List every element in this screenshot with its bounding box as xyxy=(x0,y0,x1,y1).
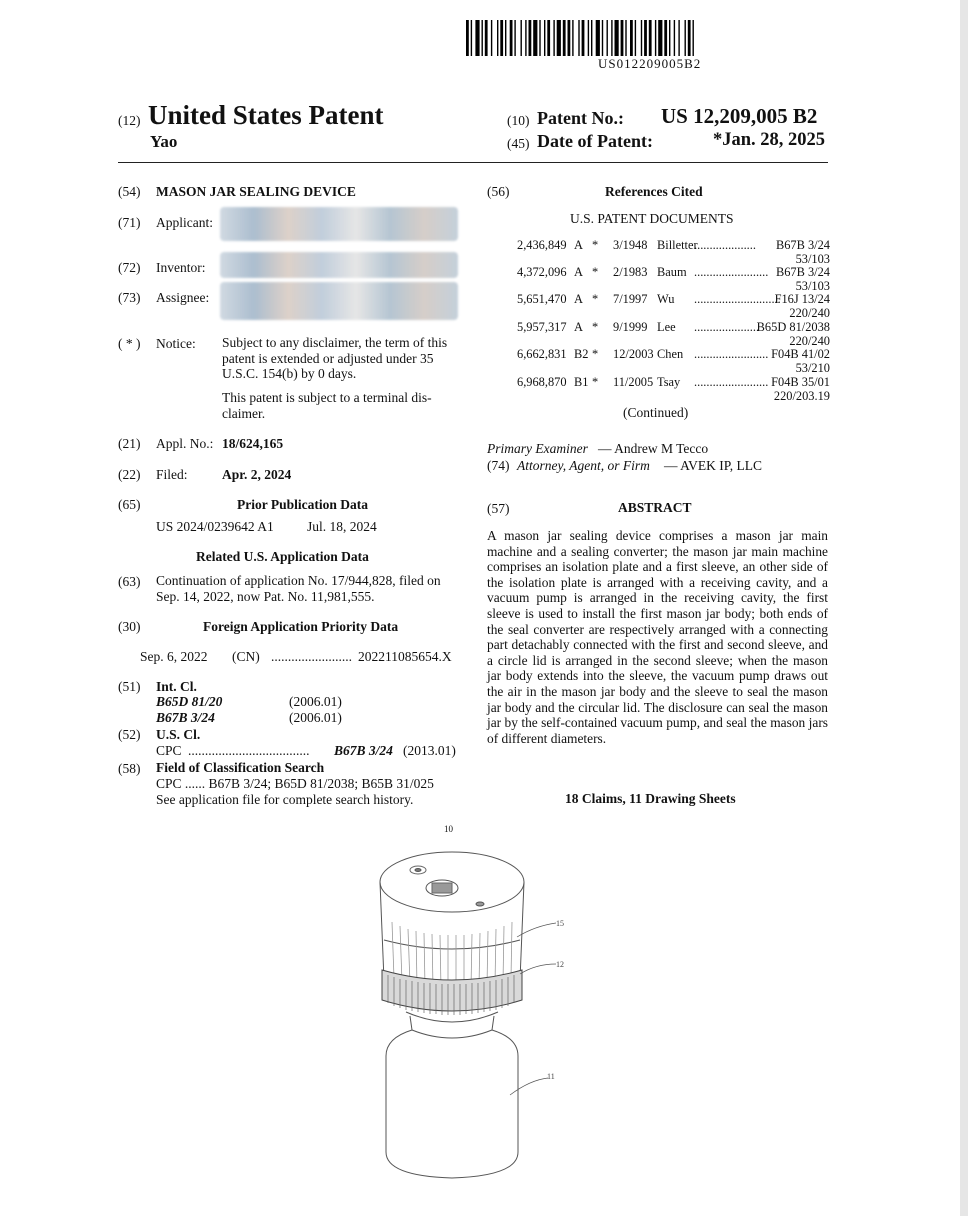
related-heading: Related U.S. Application Data xyxy=(196,549,369,564)
int-cl-code: B65D 81/20 xyxy=(156,694,223,709)
barcode-bar xyxy=(630,20,633,56)
appl-no-label: Appl. No.: xyxy=(156,436,214,451)
ref-subclass: 220/240 xyxy=(789,306,830,320)
references-heading: References Cited xyxy=(605,184,703,199)
ref-name: Lee xyxy=(657,320,676,334)
patent-date: *Jan. 28, 2025 xyxy=(713,130,826,150)
ref-number: 6,968,870 xyxy=(517,375,567,389)
ref-subclass: 53/103 xyxy=(795,279,830,293)
redacted-assignee xyxy=(220,282,458,320)
page-edge xyxy=(960,0,968,1216)
notice-line: Subject to any disclaimer, the term of this xyxy=(222,335,448,350)
barcode-bar xyxy=(596,20,600,56)
ref-star: * xyxy=(592,265,599,279)
invention-title: MASON JAR SEALING DEVICE xyxy=(156,184,356,199)
ref-dots: ........................ xyxy=(694,265,769,279)
code-21: (21) xyxy=(118,436,141,451)
examiner-name: — Andrew M Tecco xyxy=(598,441,709,456)
code-54: (54) xyxy=(118,184,141,199)
notice-line: U.S.C. 154(b) by 0 days. xyxy=(222,366,357,382)
claims-summary: 18 Claims, 11 Drawing Sheets xyxy=(565,791,736,806)
continued-note: (Continued) xyxy=(623,405,689,420)
ref-dots: ............................ xyxy=(694,292,781,306)
int-cl-year: (2006.01) xyxy=(289,710,342,725)
barcode-bar xyxy=(607,20,608,56)
barcode-bar xyxy=(572,20,573,56)
patent-no-label: Patent No.: xyxy=(537,108,624,128)
ref-number: 2,436,849 xyxy=(517,238,567,252)
barcode-bar xyxy=(611,20,612,56)
ref-number: 4,372,096 xyxy=(517,265,567,279)
field-search-heading: Field of Classification Search xyxy=(156,760,325,775)
barcode-bar xyxy=(655,20,656,56)
ref-name: Wu xyxy=(657,292,675,306)
code-72: (72) xyxy=(118,260,141,275)
barcode-bar xyxy=(669,20,670,56)
ref-number: 5,651,470 xyxy=(517,292,567,306)
ref-kind: A xyxy=(574,320,583,334)
barcode-bar xyxy=(641,20,642,56)
mason-jar-drawing xyxy=(370,840,570,1190)
ref-class: B67B 3/24 xyxy=(775,238,830,252)
barcode-bar xyxy=(475,20,479,56)
barcode-bar xyxy=(591,20,592,56)
barcode-bar xyxy=(644,20,647,56)
field-search-cpc: CPC ...... B67B 3/24; B65D 81/2038; B65B 31/025 xyxy=(156,776,434,791)
barcode-bar xyxy=(674,20,675,56)
ref-dots: .................... xyxy=(694,238,756,252)
ref-number: 6,662,831 xyxy=(517,347,567,361)
barcode-bar xyxy=(678,20,679,56)
code-51: (51) xyxy=(118,679,141,694)
code-30: (30) xyxy=(118,619,141,634)
barcode-bar xyxy=(547,20,550,56)
barcode-bar xyxy=(482,20,483,56)
patent-number: US 12,209,005 B2 xyxy=(661,104,818,128)
code-63: (63) xyxy=(118,574,141,589)
code-45: (45) xyxy=(507,136,530,151)
abstract-heading: ABSTRACT xyxy=(618,500,692,515)
date-label: Date of Patent: xyxy=(537,131,653,151)
code-12: (12) xyxy=(118,113,141,128)
barcode-bar xyxy=(563,20,566,56)
ref-date: 3/1948 xyxy=(613,238,648,252)
ref-star: * xyxy=(592,238,599,252)
ref-number: 5,957,317 xyxy=(517,320,567,334)
ref-class: F04B 41/02 xyxy=(771,347,830,361)
ref-label: 10 xyxy=(444,824,453,834)
barcode-bar xyxy=(688,20,691,56)
barcode-bar xyxy=(505,20,506,56)
notice-line: patent is extended or adjusted under 35 xyxy=(222,350,434,366)
notice-label: Notice: xyxy=(156,336,196,351)
barcode-bar xyxy=(588,20,589,56)
ref-class: F04B 35/01 xyxy=(771,375,830,389)
ref-label: 12 xyxy=(556,960,564,969)
ref-name: Baum xyxy=(657,265,687,279)
barcode-bar xyxy=(521,20,522,56)
code-22: (22) xyxy=(118,467,141,482)
ref-kind: B1 xyxy=(574,375,589,389)
cpc-label: CPC xyxy=(156,743,182,758)
barcode-bar xyxy=(497,20,498,56)
int-cl-code: B67B 3/24 xyxy=(156,710,215,725)
ref-star: * xyxy=(592,292,599,306)
ref-dots: ..................... xyxy=(694,320,760,334)
foreign-heading: Foreign Application Priority Data xyxy=(203,619,399,634)
barcode-bar xyxy=(557,20,561,56)
barcode-bar xyxy=(658,20,662,56)
redacted-inventor xyxy=(220,252,458,278)
barcode-bar xyxy=(568,20,571,56)
continuation-line: Sep. 14, 2022, now Pat. No. 11,981,555. xyxy=(156,588,375,604)
ref-label: 11 xyxy=(547,1072,555,1081)
barcode-bar xyxy=(582,20,585,56)
attorney-label: Attorney, Agent, or Firm xyxy=(517,458,650,473)
barcode-bar xyxy=(471,20,472,56)
ref-dots: ........................ xyxy=(694,375,769,389)
code-65: (65) xyxy=(118,497,141,512)
applicant-label: Applicant: xyxy=(156,215,213,230)
ref-subclass: 220/240 xyxy=(789,334,830,348)
ref-star: * xyxy=(592,375,599,389)
ref-class: B65D 81/2038 xyxy=(756,320,830,334)
ref-star: * xyxy=(592,320,599,334)
cpc-code: B67B 3/24 xyxy=(334,743,393,758)
ref-kind: A xyxy=(574,238,583,252)
barcode-bar xyxy=(693,20,694,56)
continuation-text xyxy=(156,573,466,604)
ref-label: 15 xyxy=(556,919,564,928)
foreign-date: Sep. 6, 2022 xyxy=(140,649,208,664)
attorney-name: — AVEK IP, LLC xyxy=(664,458,763,473)
inventor-short: Yao xyxy=(150,132,178,151)
barcode xyxy=(466,20,828,56)
code-58: (58) xyxy=(118,761,141,776)
barcode-bar xyxy=(466,20,469,56)
barcode-bar xyxy=(485,20,488,56)
barcode-bar xyxy=(525,20,526,56)
ref-name: Tsay xyxy=(657,375,681,389)
redacted-applicant xyxy=(220,207,458,241)
barcode-bar xyxy=(602,20,603,56)
appl-no: 18/624,165 xyxy=(222,436,284,451)
barcode-bar xyxy=(615,20,619,56)
cpc-year: (2013.01) xyxy=(403,743,456,758)
assignee-label: Assignee: xyxy=(156,290,210,305)
code-57: (57) xyxy=(487,501,510,516)
barcode-bar xyxy=(621,20,624,56)
barcode-bar xyxy=(664,20,667,56)
barcode-number: US012209005B2 xyxy=(598,56,702,71)
terminal-line: This patent is subject to a terminal dis- xyxy=(222,390,432,405)
ref-date: 2/1983 xyxy=(613,265,648,279)
ref-class: B67B 3/24 xyxy=(775,265,830,279)
barcode-bar xyxy=(510,20,513,56)
barcode-bar xyxy=(533,20,537,56)
barcode-bar xyxy=(514,20,515,56)
ref-date: 12/2003 xyxy=(613,347,654,361)
barcode-bar xyxy=(544,20,545,56)
ref-subclass: 220/203.19 xyxy=(773,389,830,403)
barcode-bar xyxy=(500,20,503,56)
barcode-bar xyxy=(539,20,540,56)
code-56: (56) xyxy=(487,184,510,199)
ref-kind: B2 xyxy=(574,347,589,361)
terminal-line: claimer. xyxy=(222,405,266,421)
continuation-line: Continuation of application No. 17/944,828, filed on xyxy=(156,573,441,588)
filed-label: Filed: xyxy=(156,467,188,482)
barcode-bar xyxy=(491,20,492,56)
barcode-bar xyxy=(578,20,579,56)
barcode-bar xyxy=(529,20,532,56)
code-52: (52) xyxy=(118,727,141,742)
terminal-disclaimer xyxy=(222,390,462,421)
ref-subclass: 53/103 xyxy=(795,252,830,266)
field-search-note: See application file for complete search history. xyxy=(156,792,414,807)
abstract-text: A mason jar sealing device comprises a mason jar main machine and a sealing converter; the mason jar main machine comprises an isolation plate and a first sleeve, an other side of the isolation plate is arranged with a receiving cavity, and a vacuum pump is arranged in the receiving cavity, the first sleeve is used to install the first mason jar body; both ends of the seal converter are respectively arranged with a connecting part detachably connected with the first and second sleeve, and a circle lid is arranged in the second sleeve; when the mason jar body extends into the sleeve, the vacuum pump draws out the air in the mason jar body and the sleeve to seal the mason jar body and the circular lid. The disclosure can seal the mason jar by the self-contained vacuum pump, and seal the mason jars of different diameters. xyxy=(487,528,828,746)
prior-pub-date: Jul. 18, 2024 xyxy=(307,519,377,534)
int-cl-heading: Int. Cl. xyxy=(156,679,197,694)
ref-dots: ........................ xyxy=(694,347,769,361)
ref-kind: A xyxy=(574,292,583,306)
ref-kind: A xyxy=(574,265,583,279)
notice-text xyxy=(222,335,462,382)
barcode-bar xyxy=(649,20,652,56)
code-10: (10) xyxy=(507,113,530,128)
examiner-label: Primary Examiner xyxy=(487,441,588,456)
ref-subclass: 53/210 xyxy=(795,361,830,375)
cpc-dots: .................................... xyxy=(188,743,310,758)
foreign-country: (CN) xyxy=(232,649,260,664)
code-71: (71) xyxy=(118,215,141,230)
ref-star: * xyxy=(592,347,599,361)
us-docs-heading: U.S. PATENT DOCUMENTS xyxy=(570,211,734,226)
prior-pub-heading: Prior Publication Data xyxy=(237,497,368,512)
barcode-bar xyxy=(625,20,626,56)
code-73: (73) xyxy=(118,290,141,305)
header-rule xyxy=(118,162,828,163)
ref-class: F16J 13/24 xyxy=(774,292,830,306)
foreign-app-no: 202211085654.X xyxy=(358,649,452,664)
ref-name: Billetter xyxy=(657,238,698,252)
filed-date: Apr. 2, 2024 xyxy=(222,467,292,482)
barcode-bar xyxy=(553,20,554,56)
inventor-label: Inventor: xyxy=(156,260,206,275)
barcode-bar xyxy=(685,20,686,56)
foreign-dots: ........................ xyxy=(271,649,352,664)
ref-date: 11/2005 xyxy=(613,375,654,389)
document-title: United States Patent xyxy=(148,100,384,130)
barcode-bar xyxy=(635,20,636,56)
ref-date: 7/1997 xyxy=(613,292,648,306)
code-notice: ( * ) xyxy=(118,336,141,351)
int-cl-year: (2006.01) xyxy=(289,694,342,709)
prior-pub-number: US 2024/0239642 A1 xyxy=(156,519,274,534)
code-74: (74) xyxy=(487,458,510,473)
us-cl-heading: U.S. Cl. xyxy=(156,727,201,742)
ref-name: Chen xyxy=(657,347,684,361)
ref-date: 9/1999 xyxy=(613,320,648,334)
